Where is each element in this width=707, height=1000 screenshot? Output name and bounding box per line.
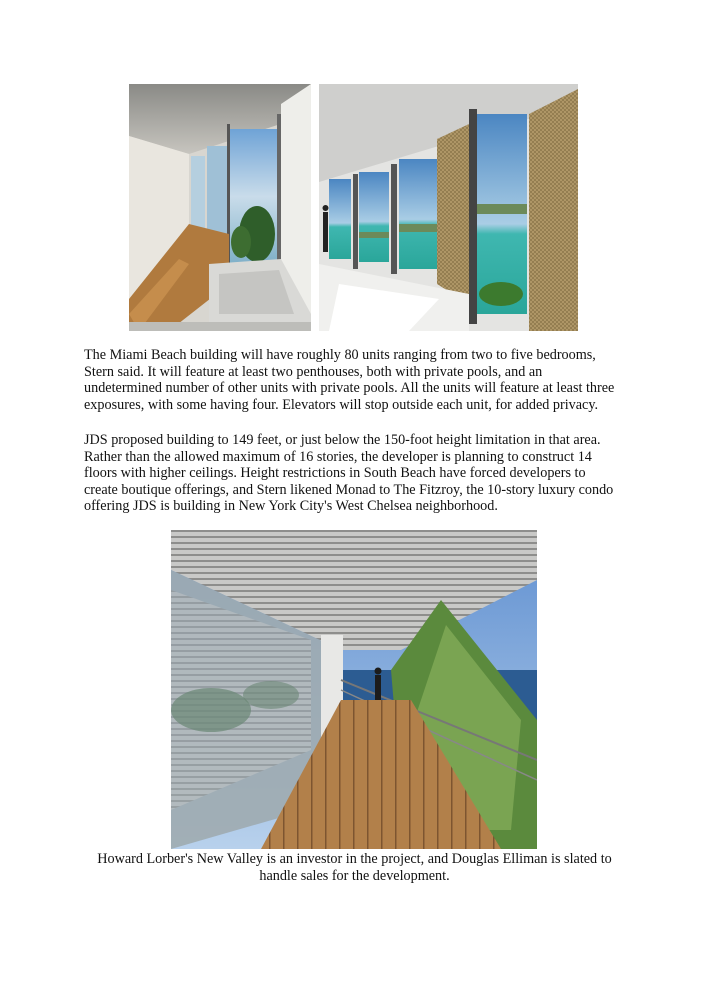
paragraph-line: exposures, with some having four. Elevators will stop outside each unit, for added privacy. — [84, 396, 599, 413]
paragraph-line: Rather than the allowed maximum of 16 stories, the developer is planning to construct 14 — [84, 448, 592, 465]
corridor-photo — [129, 84, 311, 331]
paragraph-line: floors with higher ceilings. Height restrictions in South Beach have forced developers to — [84, 465, 586, 482]
paragraph-line: undetermined number of other units with private pools. All the units will feature at least three — [84, 380, 615, 397]
paragraph-height — [84, 432, 644, 515]
balcony-photo — [171, 530, 537, 849]
paragraph-line: offering JDS is building in New York City's West Chelsea neighborhood. — [84, 498, 498, 515]
paragraph-units — [84, 347, 644, 413]
paragraph-line: create boutique offerings, and Stern likened Monad to The Fitzroy, the 10-story luxury condo — [84, 481, 614, 498]
paragraph-line: JDS proposed building to 149 feet, or just below the 150-foot height limitation in that area. — [84, 432, 601, 448]
paragraph-line: The Miami Beach building will have roughly 80 units ranging from two to five bedrooms, — [84, 347, 596, 363]
paragraph-line: Stern said. It will feature at least two penthouses, both with private pools, and an — [84, 363, 543, 380]
caption-line: Howard Lorber's New Valley is an investor in the project, and Douglas Elliman is slated to — [97, 851, 612, 867]
caption-line: handle sales for the development. — [259, 867, 450, 884]
bay-view-photo — [319, 84, 578, 331]
photo-caption — [84, 851, 625, 884]
